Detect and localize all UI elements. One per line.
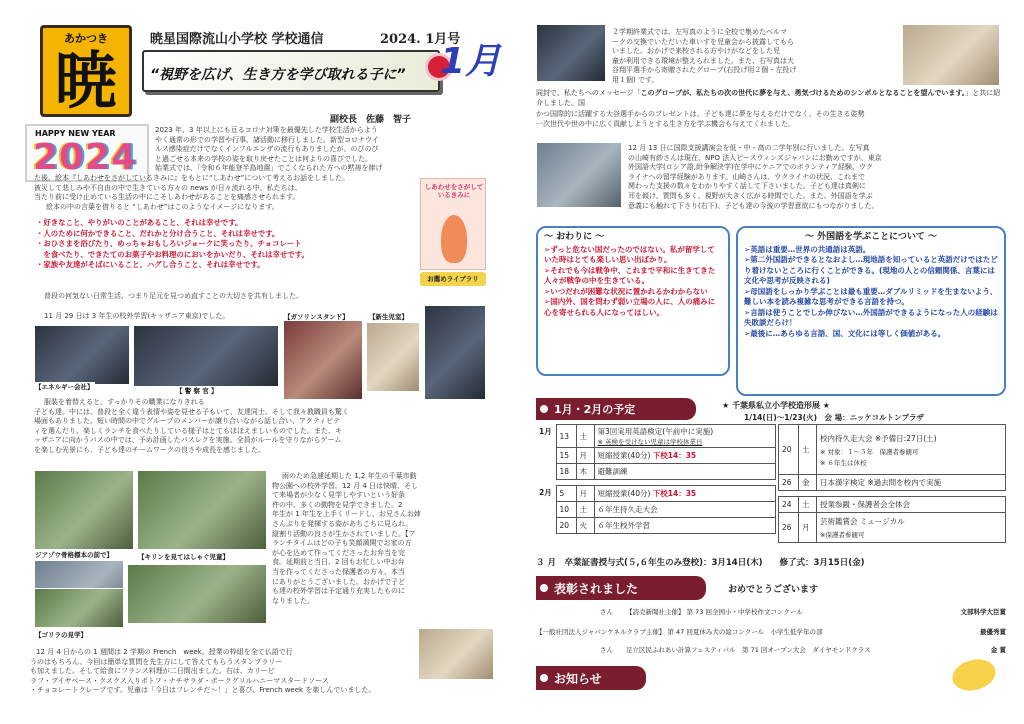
happiness-item: ・家族や友達がそばにいること、ハグし合うこと、それは幸せです。 [36, 260, 265, 270]
intro-line: と過ごせる本来の学校の姿を取り戻せたことは何よりの喜びでした。 [155, 154, 372, 163]
event-cell [594, 486, 776, 502]
dow-cell: 火 [576, 518, 594, 534]
gloves-msg: このグローブが、私たちの次の世代に夢を与え、勇気づけるためのシンボルとなることを望んでいます。 [640, 89, 966, 97]
award-row [536, 644, 1006, 656]
closing-remarks-box [536, 226, 730, 376]
trip-line: 服装を着替えると、すっかりその職業になりきれる [44, 398, 205, 406]
photo-wheelchair [536, 24, 606, 82]
caption-energy: 【エネルギー会社】 [35, 383, 94, 391]
zoo-line: 当を作ってくださった保護者の方々、本当 [272, 567, 405, 576]
dow-cell: 土 [799, 425, 817, 475]
day-cell: 13 [556, 425, 576, 448]
logo-kana: あかつき [64, 32, 108, 45]
foreign-item: ➢母国語をしっかり学ぶことは最も重要…ダブルリミッドを生まないよう、難しい本を読み複雑な思考ができる言語を持つ。 [744, 286, 998, 306]
closing-title: ～ おわりに ～ [544, 232, 605, 242]
intro-paragraph [155, 126, 490, 174]
event-note: ※ 対象：１～５年 保護者参観可 [820, 447, 919, 456]
month-badge: 1月 [440, 41, 502, 82]
table-row [536, 502, 776, 518]
intro-line: 始業式では、「令和６年能登半島地震」でこくなられた方への黙祷を捧げ [155, 164, 383, 173]
zoo-line: にありがとうございました。おかげで子ど [272, 577, 405, 586]
school-title: 暁星国際流山小学校 学校通信 [150, 32, 324, 47]
day-cell: 20 [556, 518, 576, 534]
character-icon [441, 215, 467, 263]
event-cell [817, 513, 1006, 543]
photo-elephant-skeleton [34, 470, 134, 550]
gloves-line: 用１個) です。 [612, 75, 659, 84]
award-desc: 【読売新聞社主催】 第 73 回全国小・中学校作文コンクール [626, 608, 803, 616]
dow-cell: 月 [576, 486, 594, 502]
zoo-line: さんぶりを発揮する姿があちこちに見られ、 [272, 519, 413, 528]
event-highlight: 下校14：35 [652, 451, 697, 460]
day-cell: 26 [779, 513, 799, 543]
intro-line: た後、絵本『しあわせをさがしているきみに』をもとに“しあわせ”について考えるお話をしました。 [34, 174, 350, 182]
trip-line: 場面もありました。短い時間の中でグループのメンバーが譲り合いながら話し合い、アクティビテ [34, 417, 341, 426]
foreign-title: ～ 外国語を学ぶことについて ～ [804, 232, 938, 242]
notice-title: お知らせ [554, 671, 602, 686]
closing-item: ➢国内外、国を問わず弱い立場の人に、人の痛みに心を寄せられる人になってほしい。 [544, 297, 716, 317]
event-cell [594, 425, 776, 448]
french-line: うのはもちろん、今回は簡単な質問を先生方にして答えてもらうスタンプラリー [30, 657, 283, 666]
event-cell: 日本漢字検定 ※過去問を校内で実施 [817, 475, 1006, 491]
happiness-item: ・好きなこと、やりがいのことがあること、それは幸せです。 [36, 218, 243, 227]
month-cell: 1月 [539, 426, 552, 436]
zoo-line: 食。延期前と当日、2 回もお忙しい中お弁 [272, 558, 405, 567]
event-cell: ６年生持久走大会 [594, 502, 776, 518]
photo-students-uniform [424, 305, 486, 400]
march-events: ３ 月 卒業証書授与式(５,６年生のみ登校)：3月14日(木) 修了式：3月15日(金) [536, 558, 865, 568]
photo-students-zoo [137, 470, 267, 550]
issue-label: 2024. 1月号 [380, 32, 461, 47]
happiness-item: ・おひさまを浴びたり、めっちゃおもしろいジョークに笑ったり、チョコレート [36, 239, 302, 249]
foreign-item: ➢言語は使うことでしか伸びない…外国語ができるようになった人の経験は失敗談だらけ！ [744, 307, 998, 327]
zoo-line: て来場者が少なく見学しやすいという好条 [272, 491, 405, 500]
zoo-line: なりました。 [272, 596, 314, 605]
schedule-table-left [536, 424, 776, 534]
day-cell: 24 [779, 497, 799, 513]
book-label: お薦めライブラリ [420, 272, 486, 286]
ukraine-line: 外国語大学(ロシア語,紛争解決学)在学中にケニアでのボランティア経験、ウク [628, 163, 874, 172]
ukraine-line: 関わった支援の数々をわかりやすく話して下さいました。子ども達は真剣に [628, 182, 866, 191]
day-cell: 18 [556, 464, 576, 480]
table-row [536, 425, 776, 448]
ukraine-line: 耳を傾け、質問も多く、視野が大きく広がる時間でした。また、外国語を学ぶ [628, 191, 873, 200]
event-cell: 授業参観・保護者会全体会 [817, 497, 1006, 513]
ukraine-line: の山崎有紗さんは現在、NPO 法人ピースウィンズジャパンにお勤めですが、東京 [628, 153, 882, 162]
zoo-line: 縦割り活動の良さが生かされていました。【ア [272, 529, 416, 538]
gloves-outro [536, 110, 1006, 129]
zoo-body [272, 472, 494, 606]
caption-police: 【 警 察 官 】 [176, 387, 218, 395]
event-note: ※保護者参観可 [820, 531, 865, 539]
ukraine-line: ライナへの留学経験があります。山崎さんは、ウクライナの状況、これまで [628, 172, 866, 181]
foreign-item: ➢英語は重要…世界の共通語は英語。 [744, 244, 871, 254]
logo-kanji: 暁 [54, 44, 117, 117]
table-row [536, 448, 776, 464]
ukraine-line: 意義にも触れて下さり(右下)、子ども達の今後の学習意欲にもつながりました。 [628, 201, 879, 210]
event-cell [594, 448, 776, 464]
dow-cell: 木 [576, 464, 594, 480]
schedule-table-right [778, 424, 1006, 543]
caption-kirin: 【キリンを見てはしゃぐ児童】 [138, 553, 229, 561]
award-prize: 最優秀賞 [980, 628, 1006, 636]
gloves-paragraph [612, 28, 900, 86]
photo-lecturer [536, 142, 622, 208]
table-row [779, 513, 1006, 543]
event-text: 芸術鑑賞会 ミュージカル [820, 517, 905, 526]
award-name: さん [600, 646, 613, 654]
chiba-exhibit: ★ 千葉県私立小学校造形展 ★ [722, 401, 830, 410]
gloves-line: 童が利用できる環境が整えられました。また、右写真は大 [612, 56, 794, 65]
gloves-line: いました。おかげで来校される方やけがなどをした児 [612, 47, 780, 56]
zoo-line: 雨のため急遽延期した 1,2 年生の千葉市動 [282, 472, 417, 480]
hny-text: HAPPY NEW YEAR [35, 129, 116, 138]
caption-giraffe: ジアゾウ骨格標本の前で】 [35, 551, 113, 559]
event-cell [817, 425, 1006, 475]
award-row [536, 626, 1006, 638]
trip-line: ィを選んだり、楽しくランチを食べたりしている様子はとてもほほえましいものでした。また、キ [34, 426, 342, 435]
right-page [512, 0, 1024, 724]
awards-subtitle: おめでとうございます [728, 585, 819, 595]
closing-item: ➢ずっと危ない国だったのではない。私が留学していた時はとても楽しい思い出ばかり。 [544, 244, 715, 264]
event-note: ※ 英検を受けない児童は学校休業日 [597, 438, 703, 446]
dow-cell: 月 [576, 448, 594, 464]
table-row [536, 518, 776, 534]
book-illustration [420, 178, 486, 270]
event-cell: ６年生校外学習 [594, 518, 776, 534]
ukraine-paragraph [628, 144, 1006, 211]
table-row [536, 486, 776, 502]
gloves-line: ークの交換でいただいた車いすを児童会から披露してもら [612, 37, 794, 46]
schedule-header [536, 398, 696, 420]
photo-police [133, 325, 279, 387]
gloves-message [536, 88, 1006, 108]
intro-paragraph-cont [34, 174, 414, 212]
photo-baby-room [366, 322, 420, 392]
year-text: 2024 [33, 137, 138, 178]
intro-line: 絵本の中の言葉を借りると “しあわせ”はこのようなイメージになります。 [46, 202, 279, 211]
ukraine-line: 12 月 13 日に国際支援講演会を低・中・高の二学年別に行いました。左写真 [628, 144, 870, 152]
day-cell: 5 [556, 486, 576, 502]
school-logo [40, 25, 132, 117]
happiness-item: を食べたり、できたてのお菓子やお料理のにおいをかいだり、それは幸せです。 [36, 249, 309, 259]
foreign-language-box [736, 226, 1006, 396]
event-note: ※ ６年生は休校 [820, 458, 867, 467]
foreign-item: ➢第二外国語ができるとなおよし…現地語を知っていると英語だけではたどり着けないところに行くことができる。(現地の人との信頼関係、言葉には文化や思考が反映される) [744, 255, 998, 285]
caption-gas: 【ガソリンスタンド】 [284, 313, 349, 321]
book-title: しあわせをさがしているきみに [424, 183, 484, 199]
zoo-line: も達の校外学習は予定通り充実したものに [272, 587, 405, 596]
dow-cell: 土 [799, 497, 817, 513]
closing-item: ➢それでも今は戦争中、これまで平和に生きてきた人々が戦争の中を生きている。 [544, 265, 716, 285]
event-cell: 避難訓練 [594, 464, 776, 480]
photo-energy-company [34, 325, 130, 385]
event-text: 短縮授業(40分) [597, 451, 653, 460]
gloves-line: 谷翔平選手から寄贈されたグローブ(右投げ用２個・左投げ [612, 66, 797, 75]
photo-gas-station [283, 320, 363, 400]
zoo-line: 年生が 1 年生を上手くリードし、お兄さんお姉 [272, 510, 421, 519]
caption-baby: 【新生児室】 [369, 313, 408, 321]
trip-line: を楽しむ光景にも、子ども達のチームワークの良さや成長を感じました。 [34, 445, 265, 454]
table-row [779, 497, 1006, 513]
photo-gloves [902, 24, 1000, 86]
schedule-title: 1月・2月の予定 [554, 403, 636, 416]
french-line: 12 月 4 日からの 1 週間は 2 学期の French week。授業の枠組を全て仏語で行 [36, 648, 293, 656]
award-row [536, 606, 1006, 618]
intro-line: 当たり前に受け止めている生活の中にこそしあわせがあることを痛感させられます。 [34, 193, 300, 202]
happiness-list [36, 218, 416, 271]
photo-gorilla [34, 588, 124, 628]
award-name: さん [600, 608, 613, 616]
gloves-msg-pre: 同封で、私たちへのメッセージ「 [536, 89, 641, 97]
author-line: 副校長 佐藤 智子 [330, 115, 412, 125]
table-row [779, 475, 1006, 491]
notice-icon [949, 655, 999, 695]
event-text: 第3回実用英語検定(午前中に実施) [597, 427, 714, 436]
zoo-line: 件の中、多くの動物を見学できました。2 [272, 500, 403, 509]
zoo-line: ランチタイムはどの子も笑顔満開でお家の方 [272, 539, 412, 548]
french-line: ・チョコレートクレープです。児童は「今日はフレンチだ～！」と喜び、French week を楽しんでいました。 [30, 686, 376, 695]
chiba-date: 1/14(日)～1/23(火) 会 場：ニッケコルトンプラザ [744, 413, 925, 422]
motto-text: “視野を広げ、生き方を学び取れる子に” [150, 67, 406, 83]
happiness-outro: 普段の何気ない日常生活、つまり足元を見つめ直すことの大切さを共有しました。 [44, 292, 303, 300]
gloves-msg-post: 」と共に紹介しました。国 [536, 89, 1001, 107]
zoo-line: が心を込めて作ってくださったお弁当を完 [272, 548, 405, 557]
awards-title: 表彰されました [554, 581, 639, 596]
event-text: 校内持久走大会 ※予備日:27日(土) [820, 433, 937, 443]
caption-gorilla: 【ゴリラの見学】 [35, 631, 87, 639]
trip-body [34, 398, 494, 456]
gloves-line: 一次世代や世の中に広く貢献しようとする生き方を学ぶ機会も与えてくれました。 [536, 119, 795, 128]
photo-lunch [127, 564, 267, 624]
intro-line: ルス感染症だけでなくインフルエンザの流行もありましたが、のびのび [155, 145, 379, 154]
day-cell: 26 [779, 475, 799, 491]
award-prize: 金 賞 [990, 646, 1006, 654]
table-row [779, 425, 1006, 475]
closing-item: ➢いつだれが困難な状況に置かれるかわからない [544, 286, 708, 296]
day-cell: 10 [556, 502, 576, 518]
award-desc: 【一般社団法人ジャパンケネルクラブ主催】 第 47 回夏休み犬の絵コンクール 小学生低学年の部 [536, 628, 823, 636]
foreign-item: ➢最後に…あらゆる言語、国、文化には等しく価値がある。 [744, 328, 946, 338]
event-text: 短縮授業(40分) [597, 489, 653, 498]
dow-cell: 月 [799, 513, 817, 543]
trip-line: 子ども達。中には、普段と全く違う表情や姿を見せる子もいて、友達同士、そして我々教職員も驚く [34, 407, 349, 416]
intro-line: 被災して悲しみや不自由の中で生きている方々の news が日々流れる中、私たちは、 [34, 183, 302, 192]
dow-cell: 土 [576, 502, 594, 518]
event-highlight: 下校14：35 [652, 489, 697, 498]
happiness-item: ・人のために何かできること、だれかと分け合うこと、それは幸せです。 [36, 228, 280, 238]
intro-line: 2023 年、3 年以上にも亘るコロナ対策を最優先した学校生活からよう [155, 126, 378, 134]
awards-header [536, 576, 706, 600]
french-week [30, 648, 500, 696]
day-cell: 20 [779, 425, 799, 475]
gloves-line: ２学期終業式では、左写真のように全校で集めたベルマ [612, 28, 787, 36]
table-row [536, 464, 776, 480]
dow-cell: 金 [799, 475, 817, 491]
award-desc: 足立区民ふれあい計算フェスティバル 第 71 回オープン大会 ダイヤモンドクラス [626, 646, 871, 654]
french-line: も加えました。そして給食にフランス料理が二日間出ました。右は、カリービ [30, 667, 275, 676]
zoo-line: 物公園への校外学習。12 月 4 日は快晴、そし [272, 481, 419, 490]
dow-cell: 土 [576, 425, 594, 448]
intro-line: やく通常の形での学習や行事、諸活動に移行しました。新型コロナウイ [155, 135, 379, 144]
gloves-line: かつ国際的に活躍する大谷選手からのプレゼントは、子ども達に夢を与えるだけでなく、その生きる姿勢 [536, 110, 865, 118]
french-line: ラフ・ブイヤベース・クスクス入りポトフ・ナチサラダ・ポークグリルハニーマスタードソース [30, 676, 329, 685]
notice-header [536, 666, 646, 690]
trip-intro: 11 月 29 日は 3 年生の校外学習(キッザニア東京)でした。 [44, 312, 230, 320]
trip-line: ッザニアに向かうバスの中では、予め計画したバスレクを実施。全員がルールを守りながらゲーム [34, 436, 342, 445]
award-prize: 文部科学大臣賞 [960, 608, 1006, 616]
motto-banner [142, 50, 440, 92]
month-cell: 2月 [539, 487, 552, 497]
day-cell: 15 [556, 448, 576, 464]
